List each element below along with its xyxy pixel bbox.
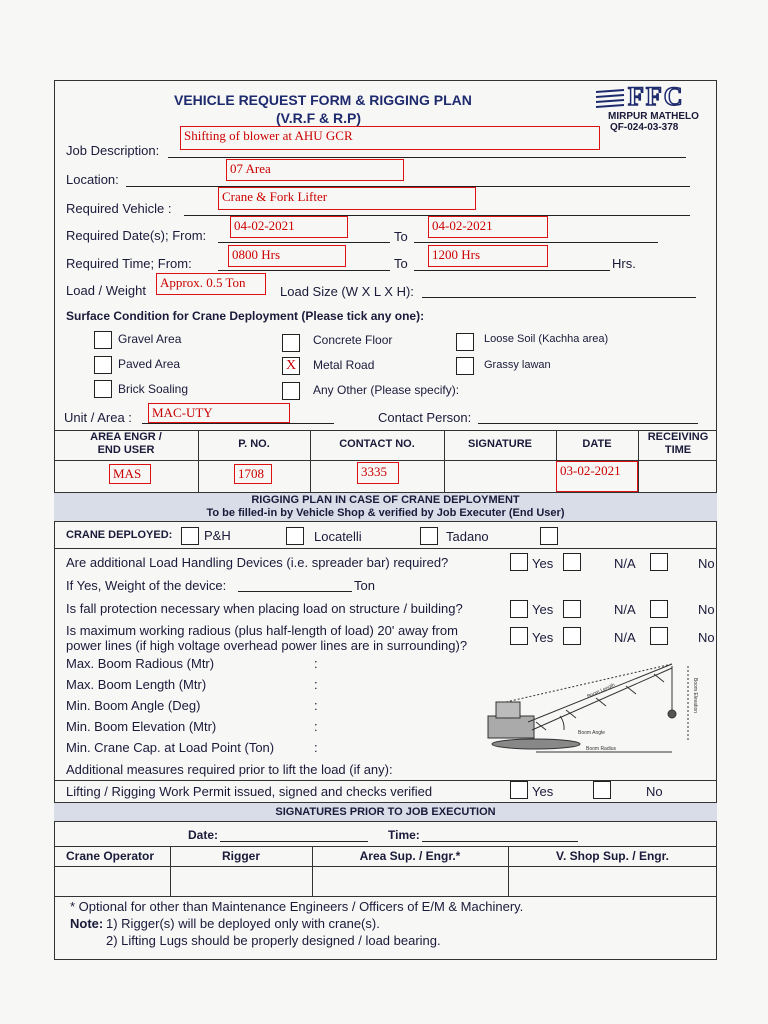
gravel-area-checkbox[interactable]: [94, 331, 112, 349]
vehicle-value[interactable]: Crane & Fork Lifter: [218, 187, 476, 210]
date-to-line: [414, 242, 658, 243]
grassy-lawn-label: Grassy lawan: [484, 359, 551, 371]
date-from-line: [218, 242, 390, 243]
crane-ph-checkbox[interactable]: [181, 527, 199, 545]
q1-na-checkbox[interactable]: [563, 553, 581, 571]
table-cell-date[interactable]: 03-02-2021: [556, 461, 638, 492]
q4-na-checkbox[interactable]: [563, 627, 581, 645]
spec-colon: :: [314, 719, 318, 734]
sig-time-label: Time:: [388, 828, 420, 842]
job-description-line: [168, 157, 686, 158]
diagram-boom-elevation: Boom Elevation: [692, 678, 698, 714]
table-header-date: DATE: [582, 438, 612, 450]
form-title: VEHICLE REQUEST FORM & RIGGING PLAN: [174, 92, 472, 108]
q1-yes-label: Yes: [532, 556, 554, 571]
crane-tadano-checkbox[interactable]: [420, 527, 438, 545]
sig-col-vshop-sup: V. Shop Sup. / Engr.: [556, 849, 669, 863]
crane-deployed-label: CRANE DEPLOYED:: [66, 529, 173, 541]
spec-colon: :: [314, 740, 318, 755]
table-cell-area-engr[interactable]: MAS: [109, 464, 151, 484]
q3-no-checkbox[interactable]: [650, 600, 668, 618]
metal-road-label: Metal Road: [313, 358, 375, 372]
spec-boom-length: Max. Boom Length (Mtr): [66, 677, 207, 692]
crane-tadano-label: Tadano: [446, 529, 489, 544]
permit-label: Lifting / Rigging Work Permit issued, signed and checks verified: [66, 784, 433, 799]
table-cell-p-no[interactable]: 1708: [234, 464, 272, 484]
q4-na-label: N/A: [614, 630, 636, 645]
location-label: Location:: [66, 172, 119, 187]
permit-yes-label: Yes: [532, 784, 554, 799]
contact-person-label: Contact Person:: [378, 410, 472, 425]
dates-label: Required Date(s); From:: [66, 228, 207, 243]
diagram-boom-angle: Boom Angle: [578, 730, 605, 736]
diagram-boom-radius: Boom Radius: [586, 746, 617, 752]
loose-soil-checkbox[interactable]: [456, 333, 474, 351]
any-other-checkbox[interactable]: [282, 382, 300, 400]
footer-note-2: 2) Lifting Lugs should be properly designed / load bearing.: [106, 933, 441, 948]
sig-time-line: [422, 841, 578, 842]
footer-optional: * Optional for other than Maintenance Engineers / Officers of E/M & Machinery.: [70, 899, 524, 914]
sig-col-area-sup: Area Sup. / Engr.*: [359, 849, 461, 863]
additional-measures-label: Additional measures required prior to lift the load (if any):: [66, 762, 393, 777]
unit-value[interactable]: MAC-UTY: [148, 403, 290, 423]
crane-diagram: [476, 658, 708, 758]
sig-col-rigger: Rigger: [221, 849, 260, 863]
footer-note-label: Note:: [70, 916, 104, 931]
q3-na-checkbox[interactable]: [563, 600, 581, 618]
load-size-label: Load Size (W X L X H):: [280, 284, 414, 299]
q1-yes-checkbox[interactable]: [510, 553, 528, 571]
q1-no-checkbox[interactable]: [650, 553, 668, 571]
q3-yes-label: Yes: [532, 602, 554, 617]
crane-locatelli-label: Locatelli: [314, 529, 362, 544]
time-from-value[interactable]: 0800 Hrs: [228, 245, 346, 267]
any-other-label: Any Other (Please specify):: [313, 383, 460, 397]
metal-road-mark: X: [285, 358, 297, 373]
spec-crane-capacity: Min. Crane Cap. at Load Point (Ton): [66, 740, 275, 755]
loose-soil-label: Loose Soil (Kachha area): [484, 333, 609, 345]
time-to-line: [414, 270, 610, 271]
vehicle-label: Required Vehicle :: [66, 201, 172, 216]
q4-yes-checkbox[interactable]: [510, 627, 528, 645]
question-load-handling: Are additional Load Handling Devices (i.e. spreader bar) required?: [66, 555, 449, 570]
q4-no-label: No: [698, 630, 715, 645]
load-label: Load / Weight: [66, 283, 146, 298]
unit-label: Unit / Area :: [64, 410, 132, 425]
sig-date-line: [220, 841, 368, 842]
job-description-value[interactable]: Shifting of blower at AHU GCR: [180, 126, 600, 150]
surface-heading: Surface Condition for Crane Deployment (Please tick any one):: [66, 309, 425, 323]
table-header-receiving-time: RECEIVING TIME: [647, 431, 709, 456]
diagram-boom-length: Boom Length: [586, 682, 616, 700]
time-from-line: [218, 270, 390, 271]
signatures-heading: SIGNATURES PRIOR TO JOB EXECUTION: [275, 806, 496, 818]
date-from-value[interactable]: 04-02-2021: [230, 216, 348, 238]
q1-na-label: N/A: [614, 556, 636, 571]
logo-text: FFC: [628, 82, 685, 111]
crane-diagram-icon: [476, 658, 708, 758]
table-header-signature: SIGNATURE: [468, 438, 532, 450]
load-size-line: [422, 297, 696, 298]
rigging-heading: RIGGING PLAN IN CASE OF CRANE DEPLOYMENT: [251, 494, 520, 506]
location-value[interactable]: 07 Area: [226, 159, 404, 181]
hrs-label: Hrs.: [612, 256, 636, 271]
spec-colon: :: [314, 698, 318, 713]
concrete-floor-label: Concrete Floor: [313, 333, 393, 347]
footer-note-1: 1) Rigger(s) will be deployed only with crane(s).: [106, 916, 380, 931]
spec-boom-radius: Max. Boom Radious (Mtr): [66, 656, 215, 671]
question-fall-protection: Is fall protection necessary when placing load on structure / building?: [66, 601, 463, 616]
form-subtitle: (V.R.F & R.P): [276, 110, 362, 126]
table-header-p-no: P. NO.: [238, 438, 270, 450]
table-header-contact-no: CONTACT NO.: [339, 438, 415, 450]
q3-yes-checkbox[interactable]: [510, 600, 528, 618]
q3-na-label: N/A: [614, 602, 636, 617]
q4-yes-label: Yes: [532, 630, 554, 645]
concrete-floor-checkbox[interactable]: [282, 334, 300, 352]
gravel-area-label: Gravel Area: [118, 332, 182, 346]
sig-col-crane-operator: Crane Operator: [66, 849, 155, 863]
q1-no-label: No: [698, 556, 715, 571]
time-label: Required Time; From:: [66, 256, 192, 271]
paved-area-checkbox[interactable]: [94, 356, 112, 374]
sig-date-label: Date:: [188, 828, 219, 842]
spec-boom-elevation: Min. Boom Elevation (Mtr): [66, 719, 217, 734]
form-code: QF-024-03-378: [610, 122, 679, 133]
permit-no-label: No: [646, 784, 663, 799]
spec-colon: :: [314, 677, 318, 692]
job-description-label: Job Description:: [66, 143, 160, 158]
q3-no-label: No: [698, 602, 715, 617]
time-to-label: To: [394, 256, 408, 271]
load-value[interactable]: Approx. 0.5 Ton: [156, 273, 266, 295]
company-logo: [594, 82, 712, 111]
grassy-lawn-checkbox[interactable]: [456, 357, 474, 375]
permit-yes-checkbox[interactable]: [510, 781, 528, 799]
spec-boom-angle: Min. Boom Angle (Deg): [66, 698, 201, 713]
time-to-value[interactable]: 1200 Hrs: [428, 245, 548, 267]
date-to-value[interactable]: 04-02-2021: [428, 216, 548, 238]
company-name: MIRPUR MATHELO: [608, 111, 699, 122]
rigging-subheading: To be filled-in by Vehicle Shop & verified by Job Executer (End User): [206, 507, 565, 519]
spec-colon: :: [314, 656, 318, 671]
crane-locatelli-checkbox[interactable]: [286, 527, 304, 545]
paved-area-label: Paved Area: [118, 357, 181, 371]
ton-label: Ton: [354, 578, 375, 593]
question-working-radius: Is maximum working radious (plus half-length of load) 20' away from: [66, 623, 458, 638]
table-cell-contact-no[interactable]: 3335: [357, 462, 399, 484]
crane-other-checkbox[interactable]: [540, 527, 558, 545]
question-device-weight: If Yes, Weight of the device:: [66, 578, 227, 593]
question-power-lines: power lines (if high voltage overhead power lines are in surrounding)?: [66, 638, 468, 653]
device-weight-line: [238, 591, 352, 592]
q4-no-checkbox[interactable]: [650, 627, 668, 645]
brick-soaling-label: Brick Soaling: [118, 382, 189, 396]
date-to-label: To: [394, 229, 408, 244]
brick-soaling-checkbox[interactable]: [94, 380, 112, 398]
unit-line: [142, 423, 334, 424]
permit-no-checkbox[interactable]: [593, 781, 611, 799]
contact-person-line: [478, 423, 698, 424]
crane-ph-label: P&H: [204, 528, 231, 543]
table-header-area-engr: AREA ENGR / END USER: [90, 431, 162, 456]
